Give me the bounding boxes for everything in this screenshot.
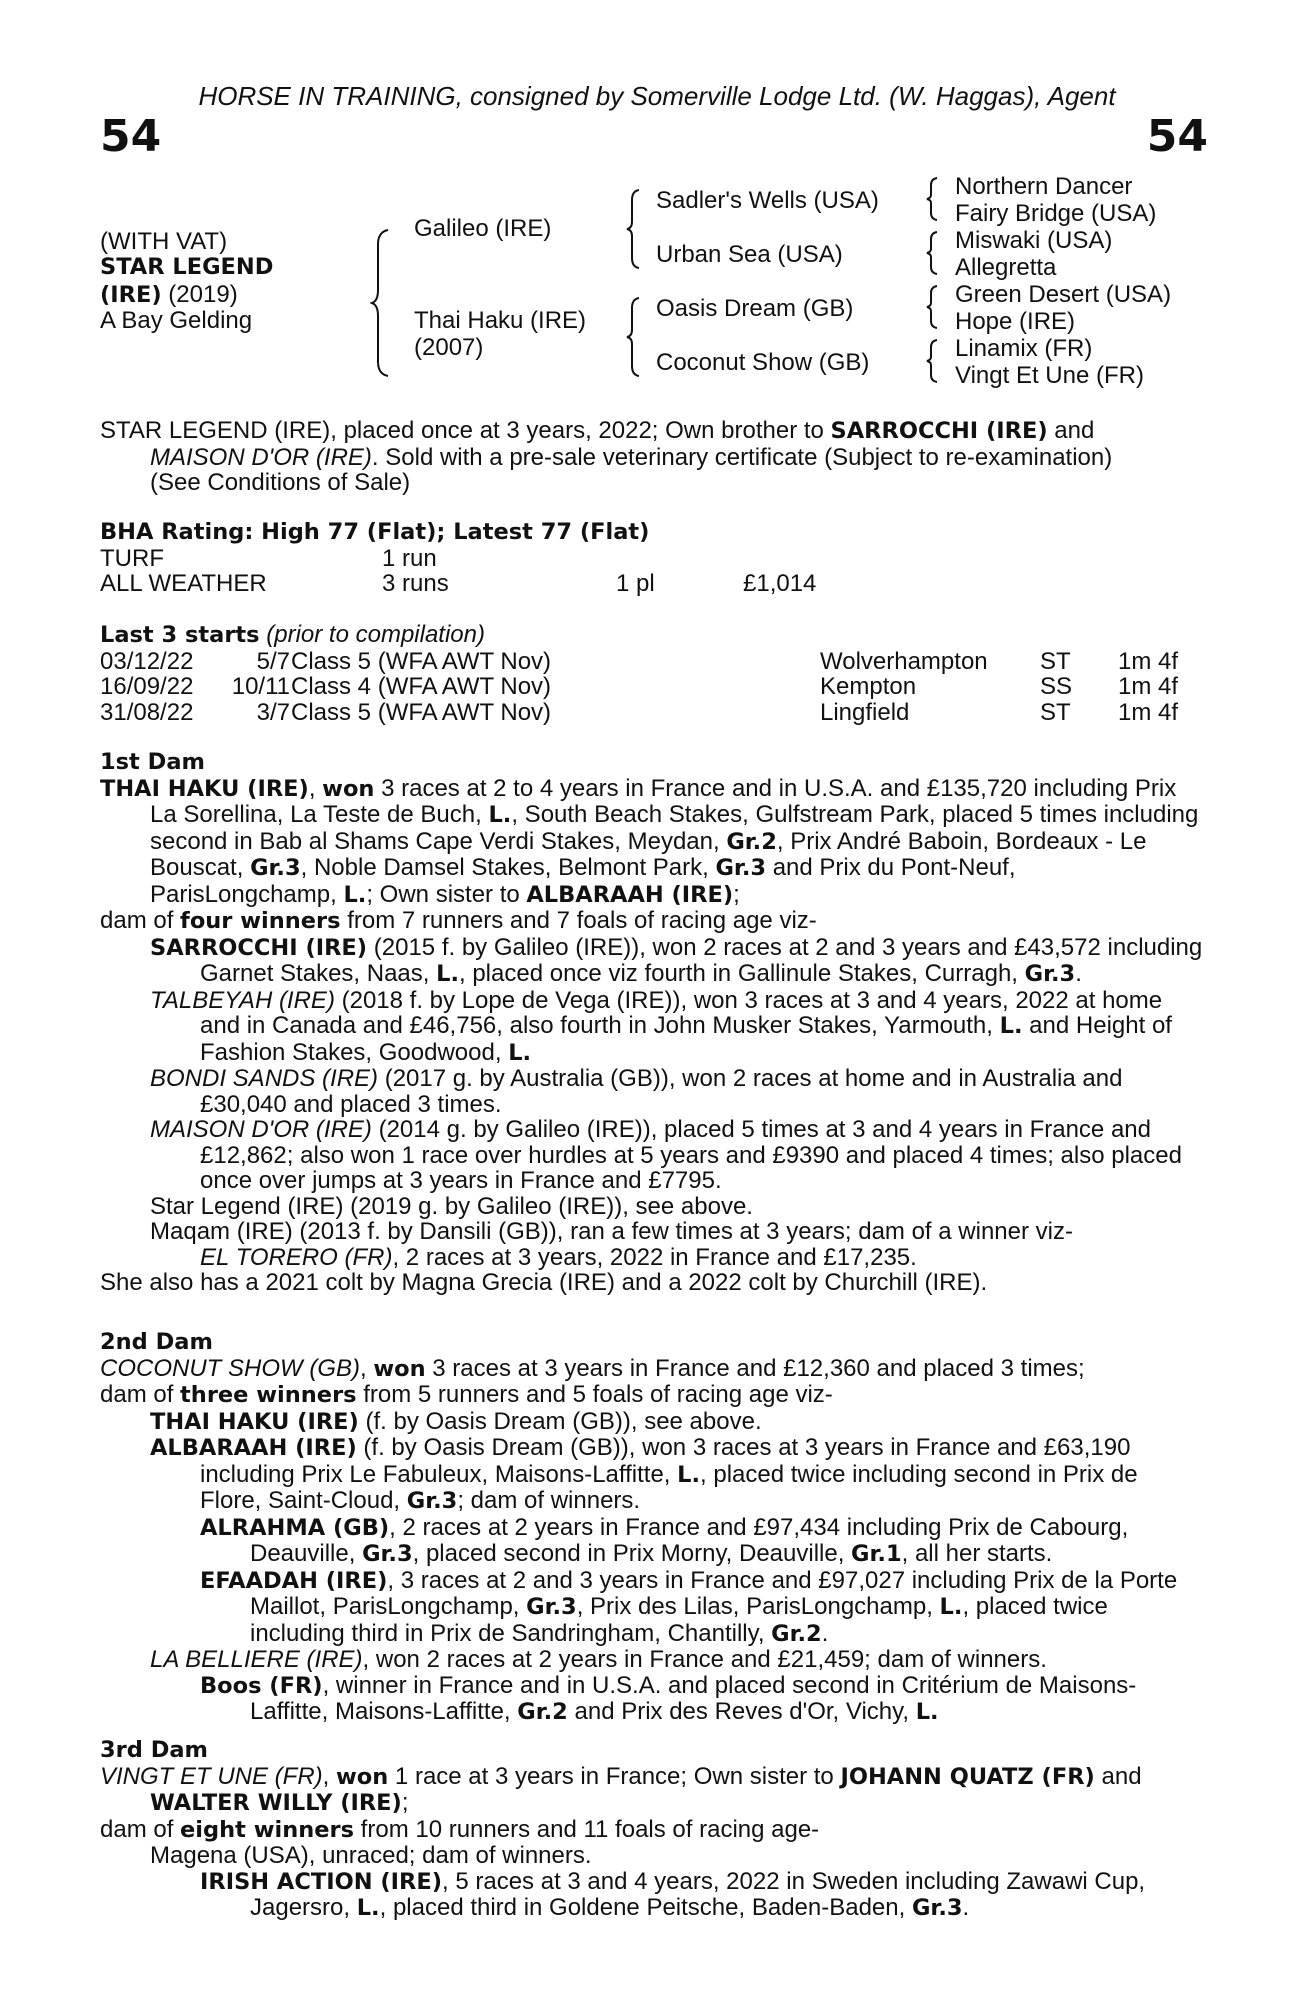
third-dam-grandproduce-list (100, 1869, 1205, 1922)
bold-text: Gr.3 (406, 1488, 458, 1514)
grandproduce-entry (100, 1245, 1205, 1271)
produce-entry (100, 988, 1205, 1067)
text-run: and (1094, 1762, 1142, 1790)
bold-text: won (322, 775, 375, 802)
bold-text: THAI HAKU (IRE) (150, 1408, 359, 1435)
produce-entry (100, 1194, 1205, 1220)
text-run: Maqam (IRE) (2013 f. by Dansili (GB)), ran a few times at 3 years; dam of a winner viz- (150, 1218, 1073, 1245)
pedigree-ddd: Vingt Et Une (FR) (955, 362, 1144, 389)
italic-text: VINGT ET UNE (FR) (100, 1762, 323, 1790)
third-dam-produce-intro (100, 1817, 1205, 1844)
text-run: and Prix des Reves d'Or, Vichy, (567, 1698, 916, 1725)
text-run: 3 races at 3 years in France and £12,360 and placed 3 times; (425, 1354, 1085, 1382)
bold-text: SARROCCHI (IRE) (150, 934, 368, 961)
starts-row: 16/09/22 10/11 Class 4 (WFA AWT Nov) Kempton SS 1m 4f (100, 673, 1179, 700)
bold-text: three winners (180, 1382, 357, 1408)
italic-text: EL TORERO (FR) (200, 1243, 393, 1271)
bold-text: Gr.2 (517, 1699, 568, 1725)
bold-text: THAI HAKU (IRE) (100, 775, 309, 802)
bold-text: eight winners (180, 1816, 355, 1843)
grandproduce-entry (100, 1515, 1205, 1568)
summary-line-3: (See Conditions of Sale) (150, 469, 411, 496)
text-run: , (308, 774, 323, 802)
pedigree-ssd: Fairy Bridge (USA) (955, 200, 1157, 227)
pedigree-dam-year: (2007) (414, 334, 484, 361)
italic-text: MAISON D'OR (IRE) (150, 1116, 372, 1143)
third-dam-heading: 3rd Dam (100, 1737, 208, 1763)
italic-text: LA BELLIERE (IRE) (150, 1646, 363, 1673)
text-run: , South Beach Stakes, Gulfstream Park, placed 5 times including second in Bab al Shams Cape Verdi Stakes, Meydan, (150, 801, 1199, 855)
text-run: , 5 races at 3 and 4 years, 2022 in Sweden including Zawawi Cup, Jagersro, (250, 1867, 1146, 1921)
first-dam-record (100, 776, 1205, 909)
page-header: HORSE IN TRAINING, consigned by Somerville Lodge Ltd. (W. Haggas), Agent (198, 81, 1116, 111)
text-run: , 2 races at 2 years in France and £97,434 including Prix de Cabourg, Deauville, (250, 1513, 1129, 1567)
produce-entry (100, 1647, 1205, 1673)
pedigree-dds: Linamix (FR) (955, 335, 1093, 362)
second-dam-grandproduce-list (100, 1515, 1205, 1648)
rating-row-aw: ALL WEATHER 3 runs 1 pl £1,014 (100, 570, 817, 597)
text-run: , won 2 races at 2 years in France and £21,459; dam of winners. (362, 1646, 1047, 1673)
pedigree-sds: Miswaki (USA) (955, 227, 1113, 254)
text-run: 1 race at 3 years in France; Own sister to (388, 1762, 841, 1790)
first-dam-also: She also has a 2021 colt by Magna Grecia (IRE) and a 2022 colt by Churchill (IRE). (100, 1269, 988, 1296)
text-run: . (1075, 960, 1082, 987)
bold-text: IRISH ACTION (IRE) (200, 1868, 443, 1895)
text-run: , placed twice including third in Prix de Sandringham, Chantilly, (250, 1593, 1108, 1647)
italic-text: TALBEYAH (IRE) (150, 986, 335, 1014)
bold-text: four winners (180, 908, 341, 934)
pedigree-dam-sire: Oasis Dream (GB) (656, 295, 854, 322)
text-run: (f. by Oasis Dream (GB)), see above. (358, 1407, 762, 1435)
text-run: (2017 g. by Australia (GB)), won 2 races at home and in Australia and £30,040 and placed 3 times. (200, 1065, 1123, 1118)
second-dam-heading: 2nd Dam (100, 1329, 213, 1355)
text-run: , 2 races at 3 years, 2022 in France and £17,235. (392, 1243, 917, 1271)
pedigree-dam-dam: Coconut Show (GB) (656, 349, 870, 376)
rating-section (100, 520, 1205, 597)
text-run: ; (733, 880, 740, 908)
text-run: , winner in France and in U.S.A. and placed second in Critérium de Maisons-Laffitte, Maisons-Laffitte, (250, 1671, 1137, 1725)
bold-text: Boos (FR) (200, 1672, 323, 1699)
text-run: . (962, 1894, 970, 1921)
bold-text: L. (343, 881, 367, 908)
lot-number-right: 54 (1146, 111, 1208, 162)
bold-text: Gr.3 (1024, 961, 1076, 987)
text-run: Star Legend (IRE) (2019 g. by Galileo (IRE)), see above. (150, 1192, 753, 1220)
summary-line-1: STAR LEGEND (IRE), placed once at 3 years, 2022; Own brother to SARROCCHI (IRE) and (100, 417, 1095, 444)
third-dam-produce-list (100, 1843, 1205, 1869)
starts-row: 31/08/22 3/7 Class 5 (WFA AWT Nov) Lingfield ST 1m 4f (100, 698, 1179, 726)
bold-text: L. (915, 1699, 939, 1725)
pedigree-sdd: Allegretta (955, 254, 1057, 281)
summary-line-2: MAISON D'OR (IRE). Sold with a pre-sale veterinary certificate (Subject to re-examination) (150, 443, 1113, 471)
pedigree-sire-dam: Urban Sea (USA) (656, 241, 843, 268)
text-run: , Prix des Lilas, ParisLongchamp, (576, 1593, 940, 1620)
pedigree-dsd: Hope (IRE) (955, 308, 1076, 335)
first-dam-heading: 1st Dam (100, 749, 205, 775)
text-run: Magena (USA), unraced; dam of winners. (150, 1842, 592, 1869)
first-dam-produce-list (100, 935, 1205, 1245)
bold-text: Gr.3 (911, 1895, 963, 1921)
text-run: and Height of Fashion Stakes, Goodwood, (200, 1012, 1172, 1066)
text-run: ; (401, 1789, 409, 1816)
text-run: , (359, 1354, 374, 1382)
text-run: (2015 f. by Galileo (IRE)), won 2 races at 2 and 3 years and £43,572 including Garnet Stakes, Naas, (200, 933, 1203, 987)
pedigree-sss: Northern Dancer (955, 173, 1133, 200)
text-run: dam of (100, 1815, 181, 1843)
starts-row: 03/12/22 5/7 Class 5 (WFA AWT Nov) Wolverhampton ST 1m 4f (100, 647, 1179, 675)
grandproduce-entry (100, 1568, 1205, 1648)
third-dam-record (100, 1764, 1205, 1817)
bold-text: L. (356, 1895, 380, 1921)
text-run: ; dam of winners. (457, 1487, 641, 1514)
bold-text: Gr.2 (726, 828, 777, 855)
lot-number-left: 54 (100, 111, 162, 162)
text-run: from 7 runners and 7 foals of racing age viz- (340, 907, 817, 934)
rating-row-turf: TURF 1 run (100, 544, 437, 572)
horse-description: A Bay Gelding (100, 307, 253, 334)
bold-text: L. (677, 1461, 701, 1488)
bold-text: Gr.3 (526, 1594, 577, 1620)
bold-text: EFAADAH (IRE) (200, 1567, 388, 1594)
horse-name: STAR LEGEND (100, 254, 274, 280)
bold-text: Gr.1 (851, 1541, 902, 1567)
second-dam-produce-list (100, 1409, 1205, 1515)
bold-text: ALBARAAH (IRE) (150, 1435, 357, 1461)
text-run: dam of (100, 907, 181, 934)
text-run: , placed once viz fourth in Gallinule Stakes, Curragh, (459, 960, 1025, 987)
pedigree-dss: Green Desert (USA) (955, 281, 1172, 308)
produce-entry (100, 1219, 1205, 1245)
starts-section (100, 622, 1205, 725)
first-dam-section (100, 750, 1205, 1296)
rating-heading: BHA Rating: High 77 (Flat); Latest 77 (Flat) (100, 519, 650, 545)
pedigree-dam: Thai Haku (IRE) (414, 307, 587, 334)
bold-text: Gr.3 (362, 1541, 413, 1567)
bold-text: Gr.3 (715, 855, 767, 881)
pedigree-brace-dd (925, 338, 939, 384)
bold-text: L. (436, 961, 459, 987)
bold-text: ALRAHMA (GB) (200, 1514, 390, 1541)
bold-text: L. (939, 1594, 963, 1620)
pedigree-dam-brace (625, 296, 641, 378)
produce-entry (100, 1843, 1205, 1869)
text-run: dam of (100, 1381, 181, 1408)
text-run: , all her starts. (901, 1540, 1053, 1567)
text-run: , 3 races at 2 and 3 years in France and £97,027 including Prix de la Porte Maillot, ParisLongchamp, (250, 1566, 1178, 1620)
text-run: , Noble Damsel Stakes, Belmont Park, (300, 854, 716, 881)
first-dam-produce-intro (100, 908, 1205, 935)
bold-text: L. (999, 1013, 1023, 1039)
second-dam-section (100, 1330, 1205, 1726)
grandproduce-entry (100, 1869, 1205, 1922)
pedigree-main-brace (370, 228, 390, 378)
bold-text: ALBARAAH (IRE) (526, 881, 734, 908)
starts-heading: Last 3 starts (prior to compilation) (100, 621, 485, 648)
text-run: and Prix du Pont-Neuf, ParisLongchamp, (150, 854, 1016, 908)
text-run: (2018 f. by Lope de Vega (IRE)), won 3 races at 3 and 4 years, 2022 at home and in Canada and £46,756, also fourth in John Musker Stakes, Yarmouth, (200, 986, 1163, 1039)
text-run: from 10 runners and 11 foals of racing age- (354, 1815, 820, 1843)
pedigree-sire: Galileo (IRE) (414, 215, 552, 242)
second-dam-grandproduce-list-2 (100, 1673, 1205, 1726)
bold-text: L. (488, 802, 512, 828)
produce-entry (100, 935, 1205, 988)
text-run: from 5 runners and 5 foals of racing age viz- (356, 1381, 833, 1408)
pedigree-sire-sire: Sadler's Wells (USA) (656, 187, 879, 214)
first-dam-grandproduce-list (100, 1245, 1205, 1271)
pedigree-brace-ds (925, 284, 939, 330)
text-run: , Prix André Baboin, Bordeaux - Le Bouscat, (150, 827, 1147, 881)
text-run: , placed second in Prix Morny, Deauville, (412, 1540, 852, 1567)
italic-text: COCONUT SHOW (GB) (100, 1354, 360, 1382)
produce-entry (100, 1409, 1205, 1436)
pedigree-brace-ss (925, 176, 939, 222)
text-run: , placed twice including second in Prix de Flore, Saint-Cloud, (200, 1460, 1138, 1514)
pedigree-sire-brace (625, 188, 641, 270)
horse-name-country-year: (IRE) (2019) (100, 281, 238, 308)
bold-text: Gr.2 (771, 1620, 822, 1647)
grandproduce-entry (100, 1673, 1205, 1726)
text-run: , placed third in Goldene Peitsche, Baden-Baden, (379, 1894, 912, 1921)
second-dam-record (100, 1356, 1205, 1383)
italic-text: BONDI SANDS (IRE) (150, 1065, 379, 1092)
text-run: (2014 g. by Galileo (IRE)), placed 5 times at 3 and 4 years in France and £12,862; also won 1 race over hurdles at 5 years and £9390 and placed 4 times; also placed once over jumps at 3 years in France and £7795. (200, 1116, 1182, 1194)
bold-text: L. (508, 1039, 532, 1066)
bold-text: won (336, 1763, 389, 1790)
bold-text: won (373, 1355, 426, 1382)
summary-paragraph (100, 418, 1205, 496)
text-run: (f. by Oasis Dream (GB)), won 3 races at 3 years in France and £63,190 including Prix Le Fabuleux, Maisons-Laffitte, (200, 1434, 1131, 1488)
second-dam-produce-list-2 (100, 1647, 1205, 1673)
third-dam-section (100, 1738, 1205, 1922)
bold-text: JOHANN QUATZ (FR) (840, 1763, 1095, 1790)
produce-entry (100, 1117, 1205, 1194)
second-dam-produce-intro (100, 1382, 1205, 1409)
text-run: , (322, 1762, 336, 1790)
text-run: 3 races at 2 to 4 years in France and in U.S.A. and £135,720 including Prix La Sorellina, La Teste de Buch, (150, 774, 1177, 828)
text-run: . (821, 1619, 829, 1647)
pedigree-brace-sd (925, 230, 939, 276)
vat-note: (WITH VAT) (100, 228, 228, 255)
produce-entry (100, 1066, 1205, 1117)
bold-text: Gr.3 (250, 855, 301, 881)
bold-text: WALTER WILLY (IRE) (150, 1790, 402, 1816)
produce-entry (100, 1435, 1205, 1515)
text-run: ; Own sister to (366, 880, 527, 908)
